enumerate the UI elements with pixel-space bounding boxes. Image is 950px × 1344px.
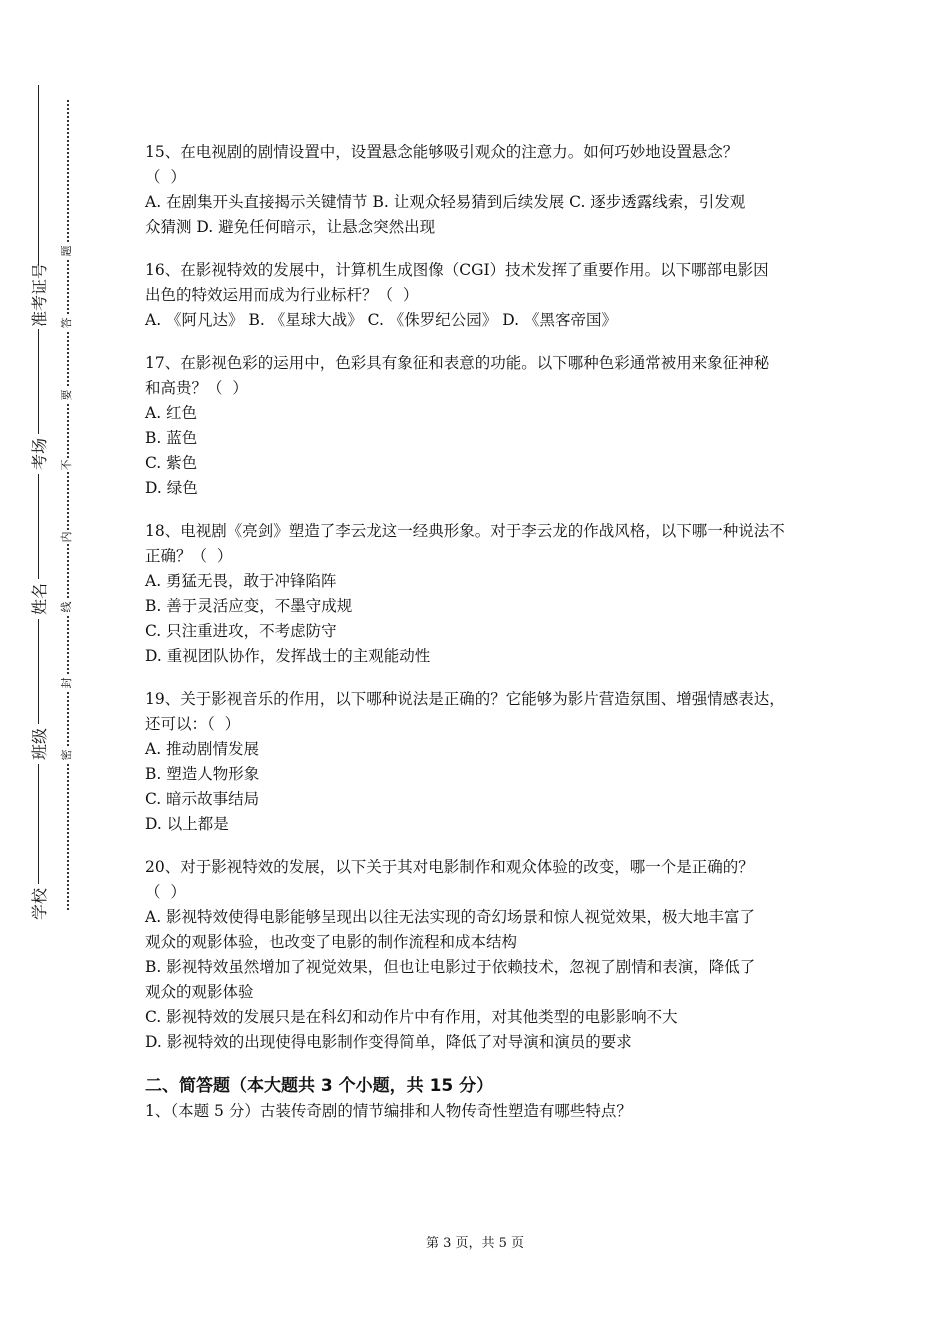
binding-solid-line <box>38 85 39 905</box>
question-stem: 还可以：（ ） <box>145 715 241 733</box>
question-15 <box>145 140 825 240</box>
question-stem: 正确？（ ） <box>145 547 233 565</box>
seal-char: 封 <box>60 677 73 689</box>
seal-dotted-line <box>67 100 69 910</box>
page-footer: 第 3 页，共 5 页 <box>425 1236 525 1251</box>
option-line: 众猜测 D. 避免任何暗示，让悬念突然出现 <box>145 218 436 236</box>
short-answer-question-1: 1、（本题 5 分）古装传奇剧的情节编排和人物传奇性塑造有哪些特点？ <box>145 1102 632 1120</box>
option-c: C. 暗示故事结局 <box>145 790 260 808</box>
class-label: 班级 <box>31 724 49 764</box>
option-b: B. 影视特效虽然增加了视觉效果，但也让电影过于依赖技术，忽视了剧情和表演，降低了 <box>145 958 756 976</box>
question-stem: 出色的特效运用而成为行业标杆？（ ） <box>145 286 419 304</box>
seal-char: 题 <box>60 245 73 257</box>
option-d: D. 以上都是 <box>145 815 229 833</box>
question-stem: 和高贵？（ ） <box>145 379 248 397</box>
school-label: 学校 <box>31 884 49 924</box>
question-20 <box>145 855 825 1055</box>
question-18 <box>145 519 825 669</box>
option-a: A. 影视特效使得电影能够呈现出以往无法实现的奇幻场景和惊人视觉效果，极大地丰富了 <box>145 908 756 926</box>
section-heading: 二、简答题（本大题共 3 个小题，共 15 分） <box>145 1076 494 1096</box>
seal-char: 要 <box>60 389 73 401</box>
name-label: 姓名 <box>31 579 49 619</box>
option-c: C. 紫色 <box>145 454 198 472</box>
answer-blank: （ ） <box>145 168 186 186</box>
question-17 <box>145 351 825 501</box>
answer-blank: （ ） <box>145 883 186 901</box>
exam-id-label: 准考证号 <box>30 262 49 327</box>
option-d: D. 重视团队协作，发挥战士的主观能动性 <box>145 647 431 665</box>
seal-char: 不 <box>60 459 73 471</box>
question-stem: 16、在影视特效的发展中，计算机生成图像（CGI）技术发挥了重要作用。以下哪部电影因 <box>145 261 769 279</box>
option-a: A. 红色 <box>145 404 198 422</box>
question-stem: 18、电视剧《亮剑》塑造了李云龙这一经典形象。对于李云龙的作战风格，以下哪一种说法不 <box>145 522 785 540</box>
option-line: A. 《阿凡达》 B. 《星球大战》 C. 《侏罗纪公园》 D. 《黑客帝国》 <box>145 311 617 329</box>
question-stem: 17、在影视色彩的运用中，色彩具有象征和表意的功能。以下哪种色彩通常被用来象征神秘 <box>145 354 770 372</box>
seal-char: 线 <box>60 601 73 613</box>
option-a: A. 勇猛无畏，敢于冲锋陷阵 <box>145 572 337 590</box>
exam-content <box>145 140 825 1124</box>
option-d: D. 影视特效的出现使得电影制作变得简单，降低了对导演和演员的要求 <box>145 1033 632 1051</box>
question-stem: 19、关于影视音乐的作用，以下哪种说法是正确的？它能够为影片营造氛围、增强情感表达， <box>145 690 785 708</box>
question-stem: 20、对于影视特效的发展，以下关于其对电影制作和观众体验的改变，哪一个是正确的？ <box>145 858 754 876</box>
option-d: D. 绿色 <box>145 479 198 497</box>
option-a-cont: 观众的观影体验，也改变了电影的制作流程和成本结构 <box>145 933 518 951</box>
room-label: 考场 <box>31 434 49 474</box>
option-c: C. 影视特效的发展只是在科幻和动作片中有作用，对其他类型的电影影响不大 <box>145 1008 678 1026</box>
seal-char: 密 <box>60 749 73 761</box>
option-c: C. 只注重进攻，不考虑防守 <box>145 622 337 640</box>
seal-char: 答 <box>60 317 73 329</box>
question-stem: 15、在电视剧的剧情设置中，设置悬念能够吸引观众的注意力。如何巧妙地设置悬念？ <box>145 143 739 161</box>
option-a: A. 推动剧情发展 <box>145 740 260 758</box>
option-b: B. 善于灵活应变，不墨守成规 <box>145 597 353 615</box>
option-b-cont: 观众的观影体验 <box>145 983 254 1001</box>
binding-margin <box>0 0 110 1344</box>
seal-char: 内 <box>60 531 73 543</box>
option-b: B. 塑造人物形象 <box>145 765 260 783</box>
option-b: B. 蓝色 <box>145 429 198 447</box>
question-19 <box>145 687 825 837</box>
option-line: A. 在剧集开头直接揭示关键情节 B. 让观众轻易猜到后续发展 C. 逐步透露线索，引发观 <box>145 193 746 211</box>
question-16 <box>145 258 825 333</box>
